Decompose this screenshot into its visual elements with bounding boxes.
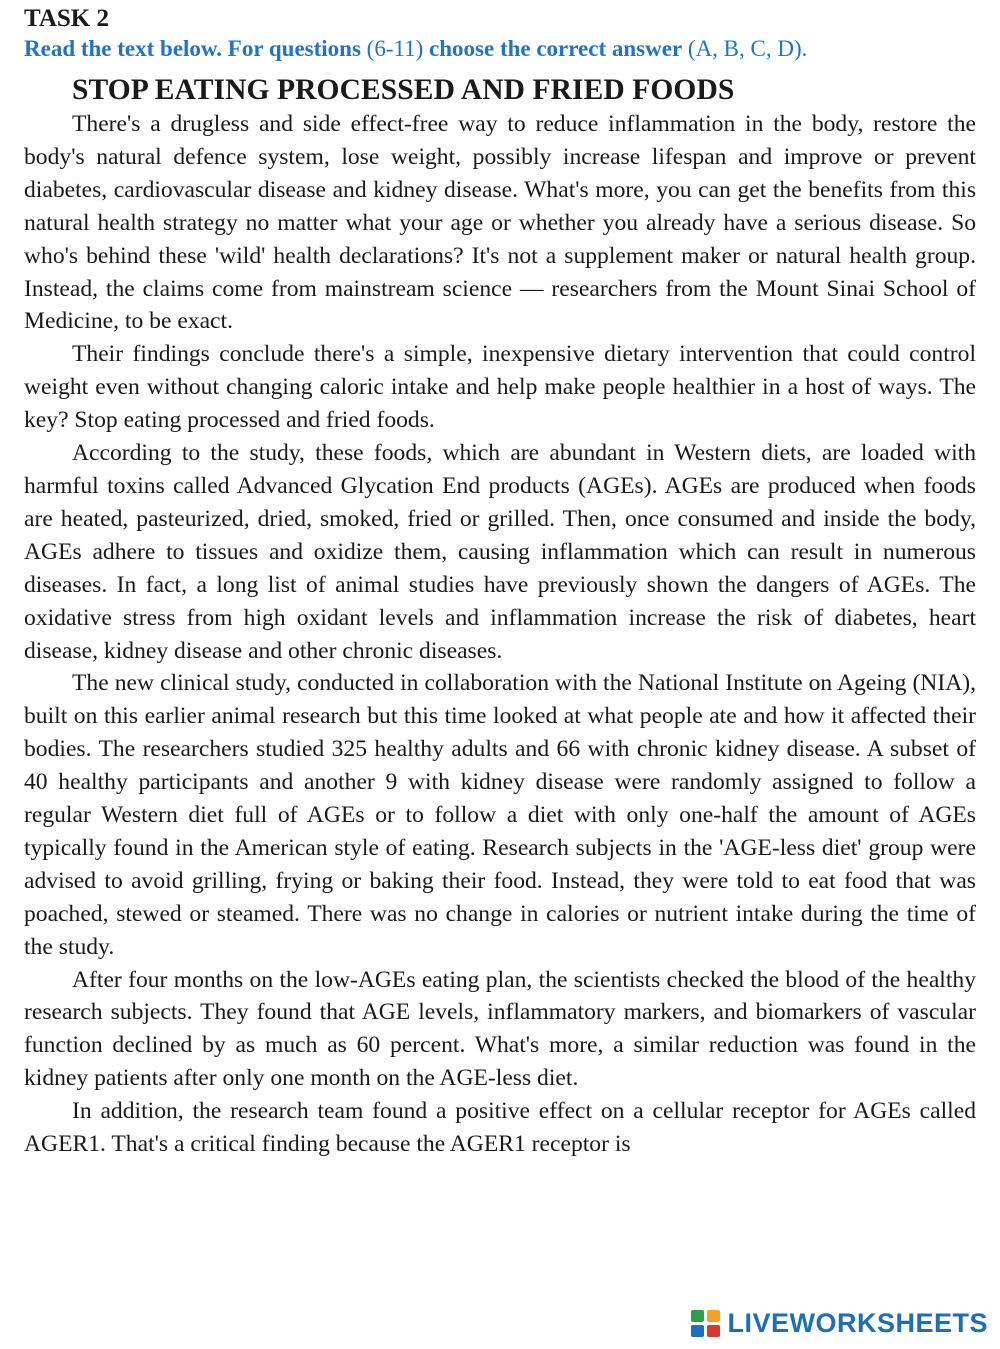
task-instruction: [24, 34, 976, 64]
paragraph: There's a drugless and side effect-free way to reduce inflammation in the body, restore the body's natural defence system, lose weight, possibly increase lifespan and improve or prevent diabetes, cardiovascular disease and kidney disease. What's more, you can get the benefits from this natural health strategy no matter what your age or whether you already have a serious disease. So who's behind these 'wild' health declarations? It's not a supplement maker or natural health group. Instead, the claims come from mainstream science — researchers from the Mount Sinai School of Medicine, to be exact.: [24, 111, 976, 335]
paragraph: According to the study, these foods, which are abundant in Western diets, are loaded with harmful toxins called Advanced Glycation End products (AGEs). AGEs are produced when foods are heated, pasteurized, dried, smoked, fried or grilled. Then, once consumed and inside the body, AGEs adhere to tissues and oxidize them, causing inflammation which can result in numerous diseases. In fact, a long list of animal studies have previously shown the dangers of AGEs. The oxidative stress from high oxidant levels and inflammation increase the risk of diabetes, heart disease, kidney disease and other chronic diseases.: [24, 440, 976, 664]
task-label: TASK 2: [24, 5, 109, 32]
paragraph: Their findings conclude there's a simple, inexpensive dietary intervention that could control weight even without changing caloric intake and help make people healthier in a host of ways. The key? Stop eating processed and fried foods.: [24, 341, 976, 434]
instruction-text-1: Read the text below. For questions: [24, 36, 361, 61]
article-body: [24, 108, 976, 1161]
question-range: (6-11): [366, 36, 424, 61]
worksheet-page: [24, 4, 976, 1161]
answer-options: (A, B, C, D).: [687, 36, 808, 61]
brand-name: LIVEWORKSHEETS: [727, 1308, 988, 1338]
article-title: STOP EATING PROCESSED AND FRIED FOODS: [72, 74, 735, 106]
liveworksheets-grid-icon: [691, 1310, 721, 1338]
paragraph: After four months on the low-AGEs eating plan, the scientists checked the blood of the healthy research subjects. They found that AGE levels, inflammatory markers, and biomarkers of vascular function declined by as much as 60 percent. What's more, a similar reduction was found in the kidney patients after only one month on the AGE-less diet.: [24, 966, 976, 1092]
instruction-text-2: choose the correct answer: [429, 36, 683, 61]
liveworksheets-logo: [691, 1308, 988, 1339]
paragraph: In addition, the research team found a positive effect on a cellular receptor for AGEs called AGER1. That's a critical finding because the AGER1 receptor is: [24, 1098, 976, 1158]
paragraph: The new clinical study, conducted in collaboration with the National Institute on Ageing (NIA), built on this earlier animal research but this time looked at what people ate and how it affected their bodies. The researchers studied 325 healthy adults and 66 with chronic kidney disease. A subset of 40 healthy participants and another 9 with kidney disease were randomly assigned to follow a regular Western diet full of AGEs or to follow a diet with only one-half the amount of AGEs typically found in the American style of eating. Research subjects in the 'AGE-less diet' group were advised to avoid grilling, frying or baking their food. Instead, they were told to eat food that was poached, stewed or steamed. There was no change in calories or nutrient intake during the time of the study.: [24, 670, 976, 960]
